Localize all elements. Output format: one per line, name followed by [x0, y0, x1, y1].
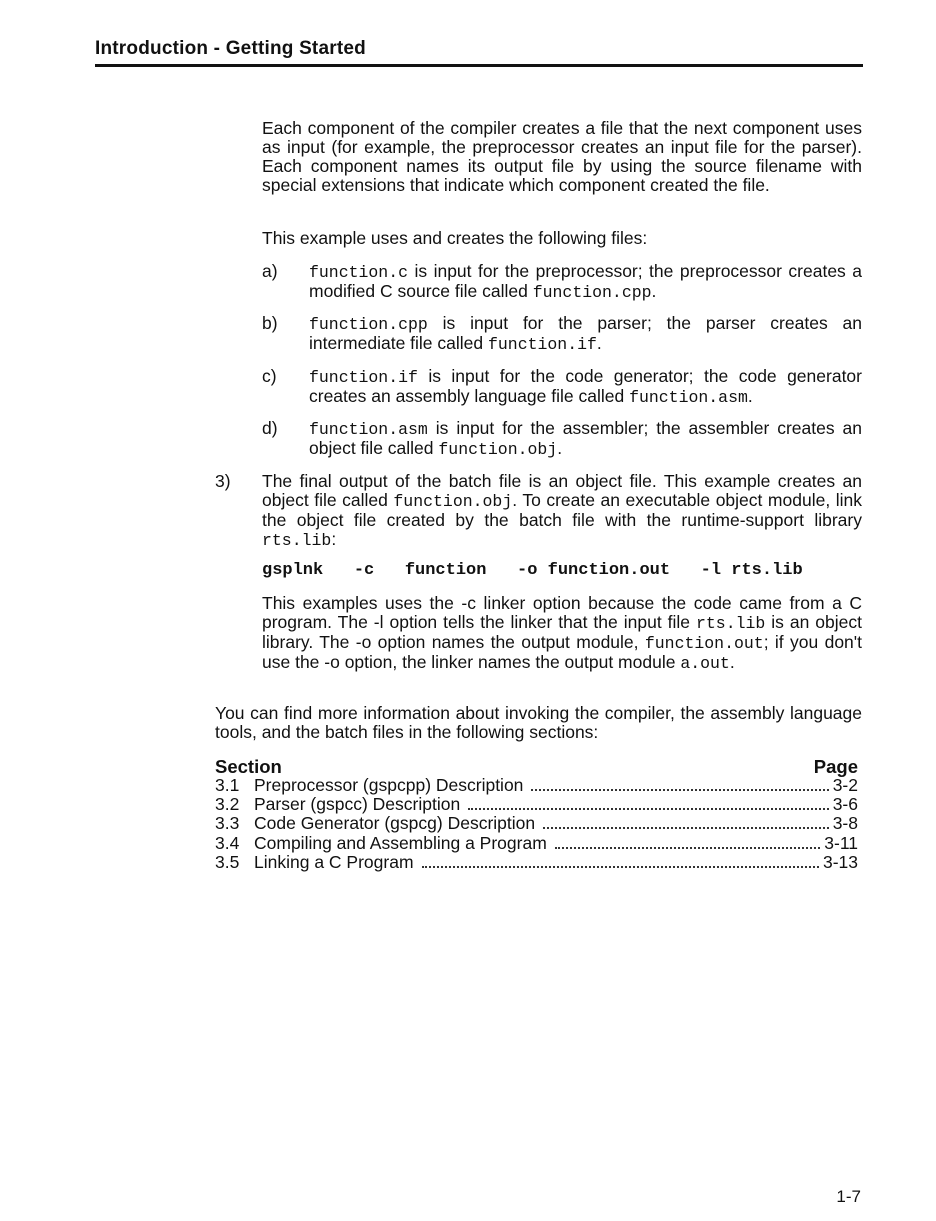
section-page: 3-11 [824, 832, 858, 853]
list-item-a [262, 262, 862, 302]
code-filename: function.cpp [532, 283, 652, 302]
code-filename: function.c [309, 263, 409, 282]
intro-paragraph: Each component of the compiler creates a file that the next component uses as input (for example, the preprocessor creates an input file for the parser). Each component names its output file by using the source filename with special extensions that indicate which component created the file. [262, 118, 862, 195]
step-label: 3) [215, 471, 231, 491]
page-column-header: Page [813, 756, 858, 777]
section-page: 3-2 [832, 775, 858, 795]
dot-leader [468, 808, 829, 810]
dot-leader [422, 866, 819, 868]
list-text [309, 367, 862, 407]
list-item-b [262, 314, 862, 354]
linker-paragraph [262, 594, 862, 673]
section-title: Preprocessor (gspcpp) Description [254, 775, 524, 795]
table-row [215, 795, 858, 814]
code-filename: rts.lib [262, 531, 332, 550]
step-3-text-part: . To create an executable object module, link the object file created by the batch file with the runtime-support library [262, 490, 862, 530]
section-page: 3-13 [822, 851, 858, 872]
section-number: 3.1 [215, 775, 240, 795]
header-rule [95, 64, 863, 67]
list-text-body: is input for the parser; the parser creates an intermediate file called [309, 313, 862, 353]
list-text-body: is input for the preprocessor; the preprocessor creates a modified C source file called [309, 261, 862, 301]
linker-text-part: . [729, 652, 735, 672]
list-text-end: . [557, 438, 563, 458]
code-filename: rts.lib [695, 614, 766, 633]
code-filename: function.asm [309, 420, 428, 439]
table-row [215, 776, 858, 795]
list-text-end: . [651, 281, 657, 301]
section-title: Linking a C Program [254, 851, 414, 872]
table-row [215, 814, 858, 833]
dot-leader [555, 847, 820, 849]
list-label: a) [262, 261, 278, 281]
section-number: 3.4 [215, 832, 240, 853]
list-text-end: . [596, 333, 602, 353]
section-number: 3.5 [215, 851, 240, 872]
list-text-body: is input for the code generator; the code generator creates an assembly language file called [309, 366, 862, 406]
code-filename: function.out [644, 634, 764, 653]
table-row [215, 834, 858, 853]
section-number: 3.2 [215, 794, 240, 815]
table-header [215, 756, 858, 776]
example-intro: This example uses and creates the following files: [262, 228, 648, 248]
linker-text-part: This examples uses the -c linker option because the code came from a C program. The -l option tells the linker that the input file [262, 593, 862, 632]
code-filename: function.obj [438, 440, 558, 459]
section-table [215, 756, 858, 872]
code-filename: function.obj [393, 492, 513, 511]
code-filename: function.if [487, 335, 597, 354]
list-text-end: . [747, 386, 753, 406]
linker-text-part: ; if you don't use the -o option, the linker names the output module [262, 632, 862, 672]
dot-leader [543, 827, 829, 829]
table-row [215, 853, 858, 872]
code-filename: function.asm [629, 388, 748, 407]
section-column-header: Section [215, 756, 282, 777]
section-page: 3-6 [832, 794, 858, 815]
list-item-c [262, 367, 862, 407]
list-text [309, 314, 862, 354]
section-page: 3-8 [832, 813, 858, 834]
section-title: Code Generator (gspcg) Description [254, 813, 536, 834]
list-label: d) [262, 418, 278, 438]
linker-text-part: is an object library. The -o option names the output module, [262, 612, 862, 652]
section-title: Compiling and Assembling a Program [254, 832, 547, 853]
list-text-body: is input for the assembler; the assembler creates an object file called [309, 418, 862, 458]
list-label: b) [262, 313, 278, 333]
list-label: c) [262, 366, 277, 386]
list-text [309, 262, 862, 302]
section-title: Parser (gspcc) Description [254, 794, 461, 815]
code-filename: function.cpp [309, 315, 428, 334]
step-3-text-part: : [331, 529, 337, 549]
dot-leader [531, 789, 828, 791]
code-filename: a.out [680, 654, 730, 673]
step-3-text [262, 472, 862, 550]
page-header-title: Introduction - Getting Started [95, 38, 366, 59]
list-text [309, 419, 862, 459]
more-info-paragraph: You can find more information about invoking the compiler, the assembly language tools, and the batch files in the following sections: [215, 703, 862, 742]
code-filename: function.if [309, 368, 418, 387]
step-3 [215, 472, 862, 552]
linker-command: gsplnk -c function -o function.out -l rts.lib [262, 561, 803, 580]
page-number: 1-7 [836, 1187, 861, 1206]
list-item-d [262, 419, 862, 459]
section-number: 3.3 [215, 813, 240, 834]
step-3-text-part: The final output of the batch file is an object file. This example creates an object file called [262, 471, 862, 510]
